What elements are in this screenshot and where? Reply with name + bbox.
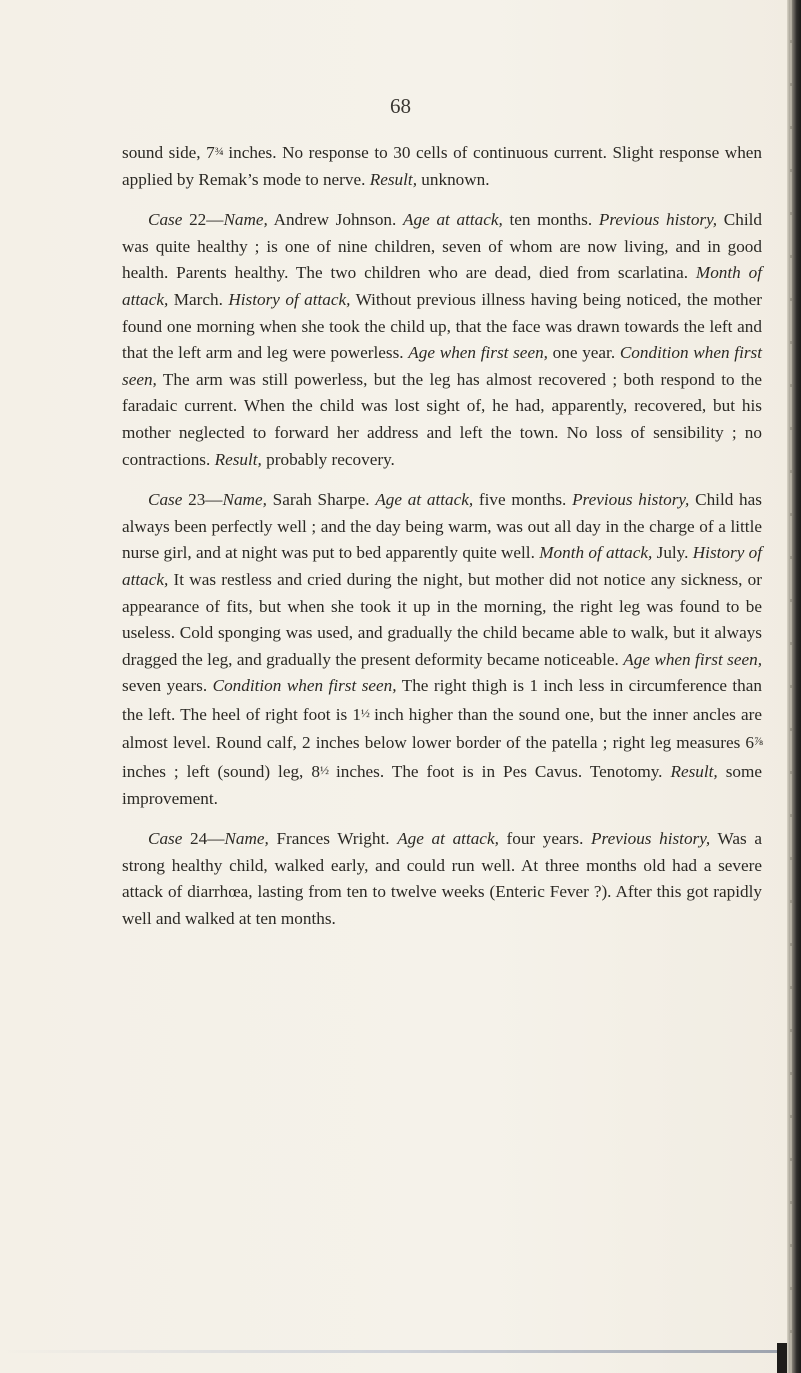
italic-label: Month of attack, [122,263,762,309]
italic-label: History of attack, [228,289,351,309]
italic-label: Result, [369,169,417,189]
italic-label: Previous history, [598,210,718,230]
italic-label: History of attack, [122,543,762,589]
italic-label: Age when first seen, [623,649,762,669]
italic-label: Condition when first seen, [212,676,397,696]
fraction: ½ [360,705,369,720]
text-run: some improvement. [122,762,763,808]
text-run: five months. [473,490,573,510]
italic-label: Case [148,210,183,230]
text-run: Was a strong healthy child, walked early, and could run well. At three months old had a severe attack of diarrhœa, lasting from ten to twelve weeks (Enteric Fever ?). After this got rapidly well and walked at ten months. [122,829,762,929]
text-run: ten months. [502,210,599,230]
text-run: The right thigh is 1 inch less in circumference than the left. The heel of right foot is 1 [122,676,762,724]
page-edge [787,0,801,1373]
italic-label: Previous history, [572,490,690,510]
italic-label: Name, [222,490,267,510]
text-run: Frances Wright. [268,829,398,849]
italic-label: Month of attack, [539,543,653,563]
paragraph-continuation [122,138,762,193]
text-run: 22— [182,210,224,230]
text-run: four years. [498,829,592,849]
text-run: inch higher than the sound one, but the inner ancles are almost level. Round calf, 2 inches below lower border of the patella ; right leg measures 6 [122,704,762,753]
case-22-paragraph [122,207,762,473]
italic-label: Age at attack, [403,210,503,230]
text-run: inches. The foot is in Pes Cavus. Tenotomy. [327,762,671,782]
italic-label: Case [148,490,183,510]
italic-label: Result, [214,449,262,469]
text-run: Child was quite healthy ; is one of nine children, seven of whom are now living, and in good health. Parents healthy. The two children who are dead, died from scarlatina. [122,210,763,283]
text-run: 23— [182,490,223,510]
text-run: sound side, 7 [122,143,215,162]
text-run: probably recovery. [261,449,395,469]
italic-label: Case [148,829,183,849]
text-run: Andrew Johnson. [267,210,404,230]
text-run: 24— [182,829,225,849]
fraction: ⅞ [754,734,762,749]
text-run: inches ; left (sound) leg, 8 [122,762,320,782]
text-run: July. [652,543,693,563]
text-run: inches. No response to 30 cells of continuous current. Slight response when applied by Remak’s mode to nerve. [122,143,763,189]
scan-rule [0,1350,790,1353]
text-run: It was restless and cried during the night, but mother did not notice any sickness, or appearance of fits, but when she took it up in the morning, the right leg was found to be useless. Cold sponging was used, and gradually the child became able to walk, but it always dragged the leg, and gradually the present deformity became noticeable. [122,569,762,669]
binding-shadow [777,1343,787,1373]
italic-label: Name, [224,829,269,849]
body-text [122,138,762,933]
italic-label: Previous history, [591,829,711,849]
text-run: Sarah Sharpe. [266,490,376,510]
text-run: Without previous illness having being noticed, the mother found one morning when she took the child up, that the face was drawn towards the left and that the left arm and leg were powerless. [122,289,762,363]
fraction: ¾ [214,144,223,158]
text-run: one year. [547,343,620,363]
page-number: 68 [390,94,411,118]
italic-label: Age at attack, [397,829,499,849]
italic-label: Age when first seen, [408,343,548,363]
italic-label: Age at attack, [375,490,474,510]
italic-label: Name, [223,210,268,230]
fraction: ½ [319,763,328,778]
text-run: March. [168,289,229,309]
italic-label: Condition when first seen, [122,343,762,389]
text-run: unknown. [417,169,490,189]
case-24-paragraph [122,826,762,932]
text-run: Child has always been perfectly well ; and the day being warm, was out all day in the charge of a little nurse girl, and at night was put to bed apparently quite well. [122,490,762,563]
text-run: The arm was still powerless, but the leg has almost recovered ; both respond to the faradaic current. When the child was lost sight of, he had, apparently, recovered, but his mother neglected to forward her address and left the town. No loss of sensibility ; no contractions. [122,369,762,469]
case-23-paragraph [122,487,762,812]
text-run: seven years. [122,676,213,696]
italic-label: Result, [670,762,718,782]
